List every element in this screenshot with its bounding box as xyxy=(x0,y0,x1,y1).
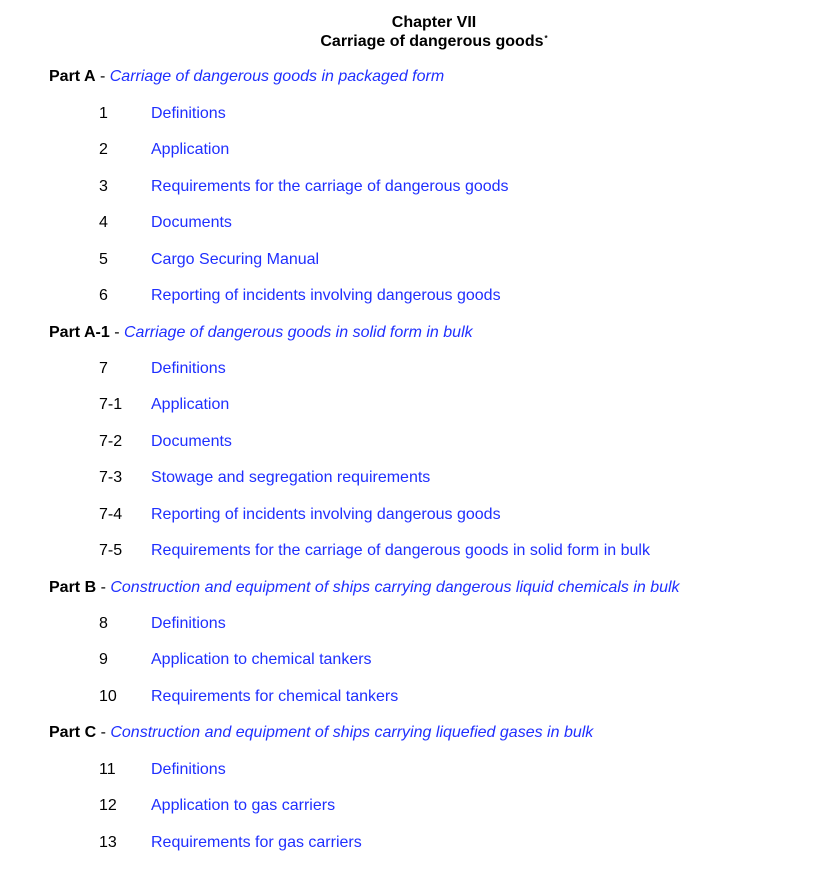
part-separator: - xyxy=(109,324,124,341)
regulation-number: 3 xyxy=(99,178,108,195)
regulation-link[interactable]: Application xyxy=(151,141,230,158)
regulation-number: 7-3 xyxy=(99,469,123,486)
part-label: Part A xyxy=(49,68,96,85)
part-separator: - xyxy=(96,724,111,741)
regulation-number: 13 xyxy=(99,834,117,851)
regulation-link[interactable]: Stowage and segregation requirements xyxy=(151,469,431,486)
chapter-title: Carriage of dangerous goods xyxy=(320,33,544,50)
part-title-link[interactable]: Construction and equipment of ships carrying dangerous liquid chemicals in bulk xyxy=(110,579,680,596)
regulation-link[interactable]: Definitions xyxy=(151,615,226,632)
part-label: Part B xyxy=(49,579,97,596)
regulation-number: 8 xyxy=(99,615,108,632)
regulation-link[interactable]: Application xyxy=(151,396,230,413)
regulation-link[interactable]: Requirements for chemical tankers xyxy=(151,688,399,705)
regulation-link[interactable]: Reporting of incidents involving dangerous goods xyxy=(151,287,501,304)
regulation-link[interactable]: Application to chemical tankers xyxy=(151,651,372,668)
regulation-link[interactable]: Documents xyxy=(151,214,232,231)
part-label: Part A-1 xyxy=(49,324,110,341)
regulation-number: 9 xyxy=(99,651,108,668)
chapter-title-line xyxy=(0,33,831,51)
part-label: Part C xyxy=(49,724,97,741)
footnote-marker[interactable]: * xyxy=(544,34,548,43)
regulation-link[interactable]: Cargo Securing Manual xyxy=(151,251,320,268)
regulation-number: 12 xyxy=(99,797,117,814)
regulation-link[interactable]: Requirements for gas carriers xyxy=(151,834,362,851)
regulation-link[interactable]: Definitions xyxy=(151,360,226,377)
part-separator: - xyxy=(95,68,110,85)
chapter-number: Chapter VII xyxy=(391,14,477,31)
regulation-link[interactable]: Requirements for the carriage of dangerous goods in solid form in bulk xyxy=(151,542,650,559)
part-title-link[interactable]: Construction and equipment of ships carrying liquefied gases in bulk xyxy=(110,724,594,741)
regulation-link[interactable]: Definitions xyxy=(151,761,226,778)
regulation-number: 7-2 xyxy=(99,433,123,450)
regulation-number: 4 xyxy=(99,214,108,231)
regulation-number: 11 xyxy=(99,761,116,778)
regulation-number: 6 xyxy=(99,287,108,304)
regulation-number: 5 xyxy=(99,251,108,268)
regulation-link[interactable]: Documents xyxy=(151,433,232,450)
regulation-link[interactable]: Requirements for the carriage of dangerous goods xyxy=(151,178,509,195)
part-c-heading xyxy=(49,724,593,742)
regulation-number: 7-5 xyxy=(99,542,123,559)
regulation-number: 10 xyxy=(99,688,117,705)
regulation-number: 2 xyxy=(99,141,108,158)
regulation-link[interactable]: Application to gas carriers xyxy=(151,797,336,814)
regulation-number: 1 xyxy=(99,105,108,122)
part-a-heading xyxy=(49,68,444,86)
regulation-link[interactable]: Definitions xyxy=(151,105,226,122)
part-b-heading xyxy=(49,579,680,597)
part-a1-heading xyxy=(49,324,473,342)
regulation-number: 7-4 xyxy=(99,506,123,523)
part-separator: - xyxy=(96,579,111,596)
regulation-number: 7-1 xyxy=(99,396,123,413)
regulation-number: 7 xyxy=(99,360,108,377)
part-title-link[interactable]: Carriage of dangerous goods in solid form in bulk xyxy=(123,324,473,341)
part-title-link[interactable]: Carriage of dangerous goods in packaged form xyxy=(109,68,445,85)
regulation-link[interactable]: Reporting of incidents involving dangerous goods xyxy=(151,506,501,523)
